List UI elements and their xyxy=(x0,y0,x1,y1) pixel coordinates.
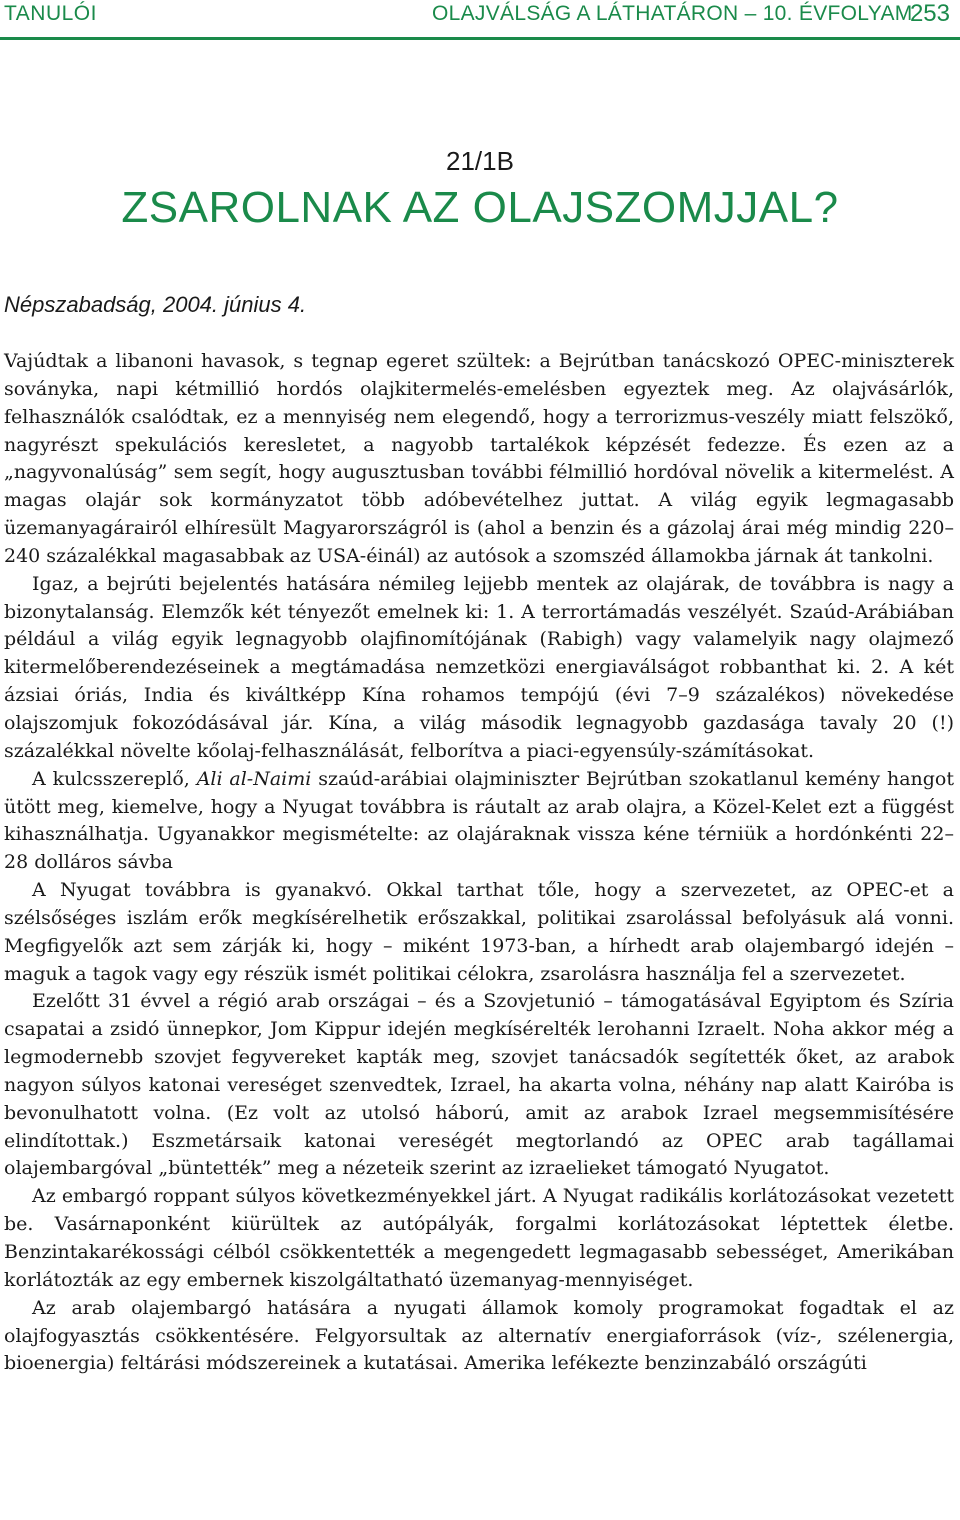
paragraph-text: Igaz, a bejrúti bejelentés hatására némileg lejjebb mentek az olajárak, de továbbra is nagy a bizonytalanság. Elemzők két tényezőt emelnek ki: 1. A terrortámadás veszélyét. Szaúd-Arábiában például a világ egyik legnagyobb olajfinomítójának (Rabigh) vagy valamelyik nagy olajmező kitermelőberendezéseinek a megtámadása nemzetközi energiaválságot robbanthat ki. 2. A két ázsiai óriás, India és kiváltképp Kína rohamos tempójú (évi 7–9 százalékos) növekedése olajszomjuk fokozódásával jár. Kína, a világ második legnagyobb gazdasága tavaly 20 (!) százalékkal növelte kőolaj-felhasználását, felborítva a piaci-egyensúly-számításokat. xyxy=(4,572,954,762)
header-chapter: OLAJVÁLSÁG A LÁTHATÁRON – 10. ÉVFOLYAM xyxy=(432,2,913,25)
header-section: TANULÓI xyxy=(4,2,97,25)
document-number: 21/1B xyxy=(446,146,514,176)
document-source: Népszabadság, 2004. június 4. xyxy=(4,292,307,317)
paragraph-5 xyxy=(4,988,954,1183)
paragraph-2 xyxy=(4,571,954,766)
person-name-italic: Ali al-Naimi xyxy=(196,767,312,790)
paragraph-text: A Nyugat továbbra is gyanakvó. Okkal tarthat tőle, hogy a szervezetet, az OPEC-et a szélsőséges iszlám erők megkísérelhetik erőszakkal, politikai zsarolással befolyásuk alá vonni. Megfigyelők azt sem zárják ki, hogy – miként 1973-ban, a hírhedt arab olajembargó idején – maguk a tagok vagy egy részük ismét politikai célokra, zsarolásra használja fel a szervezetet. xyxy=(4,879,954,985)
document-title: ZSAROLNAK AZ OLAJSZOMJJAL? xyxy=(121,183,839,232)
paragraph-6 xyxy=(4,1183,954,1294)
paragraph-text: Ezelőtt 31 évvel a régió arab országai – és a Szovjetunió – támogatásával Egyiptom és Szíria csapatai a zsidó ünnepkor, Jom Kippur idején megkísérelték lerohanni Izraelt. Noha akkor még a legmodernebb szovjet fegyvereket kapták meg, szovjet tanácsadók segítették őket, az arabok nagyon súlyos katonai vereséget szenvedtek, Izrael, ha akarta volna, néhány nap alatt Kairóba is bevonulhatott volna. (Ez volt az utolsó háború, amit az arabok Izrael megsemmisítésére elindítottak.) Eszmetársaik katonai vereségét megtorlandó az OPEC arab tagállamai olajembargóval „büntették” meg a nézeteik szerint az izraelieket támogató Nyugatot. xyxy=(4,990,954,1180)
paragraph-1 xyxy=(4,348,954,571)
paragraph-4 xyxy=(4,877,954,988)
paragraph-3 xyxy=(4,766,954,877)
paragraph-text: szaúd-arábiai olajminiszter Bejrútban szokatlanul kemény hangot ütött meg, kiemelve, hogy a Nyugat továbbra is ráutalt az arab olajra, a Közel-Kelet ezt a függést kihasználhatja. Ugyanakkor megismételte: az olajáraknak vissza kéne térniük a hordónkénti 22–28 dolláros sávba xyxy=(4,767,954,874)
paragraph-7 xyxy=(4,1295,954,1379)
paragraph-text: Vajúdtak a libanoni havasok, s tegnap egeret szültek: a Bejrútban tanácskozó OPEC-miniszterek soványka, napi kétmillió hordós olajkitermelés-emelésben egyeztek meg. Az olajvásárlók, felhasználók csalódtak, ez a mennyiség nem elegendő, hogy a terrorizmus-veszély miatt felszökő, nagyrészt spekulációs keresletet, a nagyobb tartalékok képzését fedezze. És ezen az a „nagyvonalúság” sem segít, hogy augusztusban további félmillió hordóval növelik a kitermelést. A magas olajár sok kormányzatot több adóbevételhez juttat. A világ egyik legmagasabb üzemanyagárairól elhíresült Magyarországról is (ahol a benzin és a gázolaj árai még mindig 220–240 százalékkal magasabbak az USA-éinál) az autósok a szomszéd államokba járnak át tankolni. xyxy=(4,350,954,567)
paragraph-text: Az arab olajembargó hatására a nyugati államok komoly programokat fogadtak el az olajfogyasztás csökkentésére. Felgyorsultak az alternatív energiaforrások (víz-, szélenergia, bioenergia) feltárási módszereinek a kutatásai. Amerika lefékezte benzinzabáló országúti xyxy=(4,1296,954,1375)
paragraph-text: Az embargó roppant súlyos következményekkel járt. A Nyugat radikális korlátozásokat vezetett be. Vasárnaponként kiürültek az autópályák, forgalmi korlátozásokat léptettek életbe. Benzintakarékossági célból csökkentették a megengedett legmagasabb sebességet, Amerikában korlátozták az egy embernek kiszolgáltatható üzemanyag-mennyiséget. xyxy=(4,1185,954,1291)
header-rule xyxy=(0,37,960,40)
article-body xyxy=(4,348,954,1378)
page-number: 253 xyxy=(909,0,950,27)
page-header xyxy=(0,0,960,40)
paragraph-text: A kulcsszereplő, xyxy=(32,767,197,790)
